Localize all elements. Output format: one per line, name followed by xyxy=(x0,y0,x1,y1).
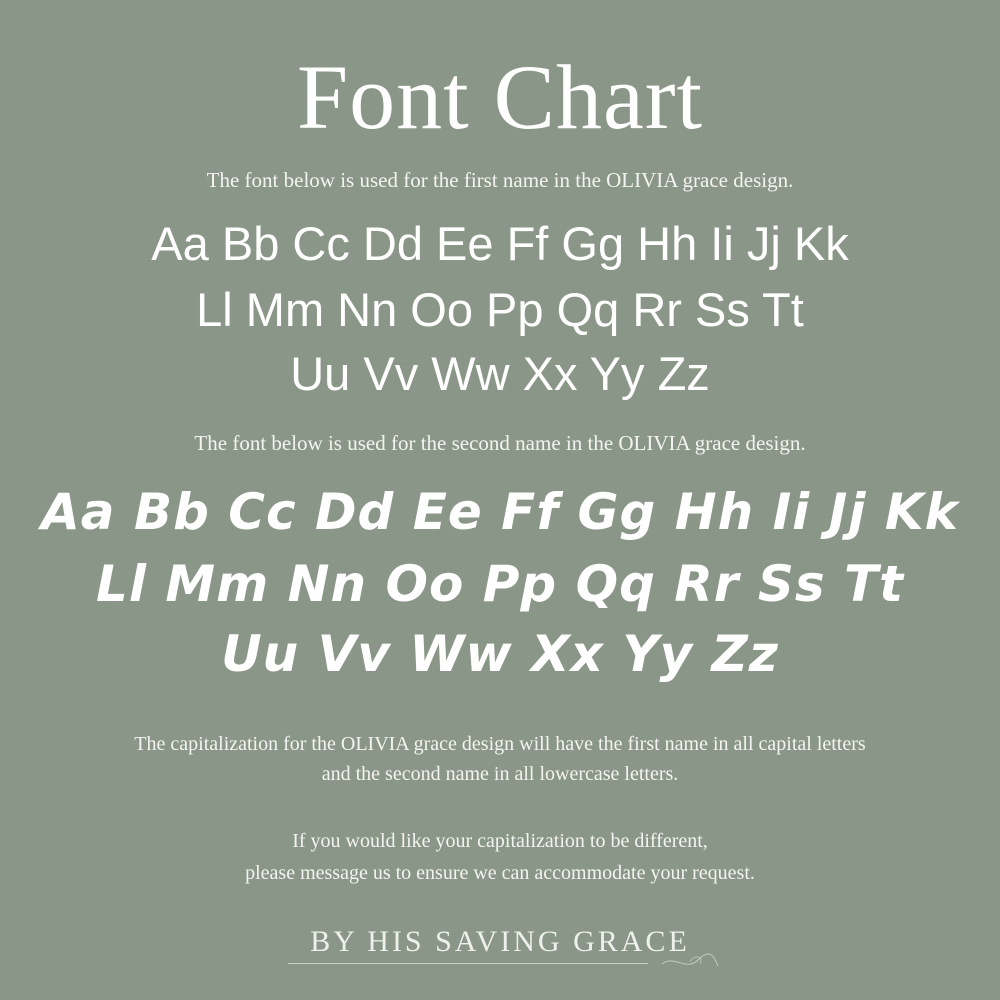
capitalization-note-line-2: and the second name in all lowercase letters. xyxy=(321,763,679,785)
page-title: Font Chart xyxy=(296,46,704,148)
second-font-row-1: Aa Bb Cc Dd Ee Ff Gg Hh Ii Jj Kk xyxy=(41,483,959,541)
request-note-line-1: If you would like your capitalization to be different, xyxy=(292,830,708,852)
first-font-row-2: Ll Mm Nn Oo Pp Qq Rr Ss Tt xyxy=(196,283,804,336)
first-font-row-1: Aa Bb Cc Dd Ee Ff Gg Hh Ii Jj Kk xyxy=(151,217,849,270)
second-font-row-2: Ll Mm Nn Oo Pp Qq Rr Ss Tt xyxy=(95,555,905,613)
request-note-line-2: please message us to ensure we can accommodate your request. xyxy=(245,862,755,884)
second-font-row-3: Uu Vv Ww Xx Yy Zz xyxy=(221,625,779,683)
brand-underline xyxy=(288,963,648,964)
first-font-row-3: Uu Vv Ww Xx Yy Zz xyxy=(290,347,710,400)
capitalization-note-line-1: The capitalization for the OLIVIA grace design will have the first name in all capital letters xyxy=(134,733,866,755)
first-font-caption: The font below is used for the first name in the OLIVIA grace design. xyxy=(206,168,794,192)
brand-name: BY HIS SAVING GRACE xyxy=(310,925,690,958)
second-font-caption: The font below is used for the second name in the OLIVIA grace design. xyxy=(194,431,806,455)
flourish-icon xyxy=(660,950,720,974)
